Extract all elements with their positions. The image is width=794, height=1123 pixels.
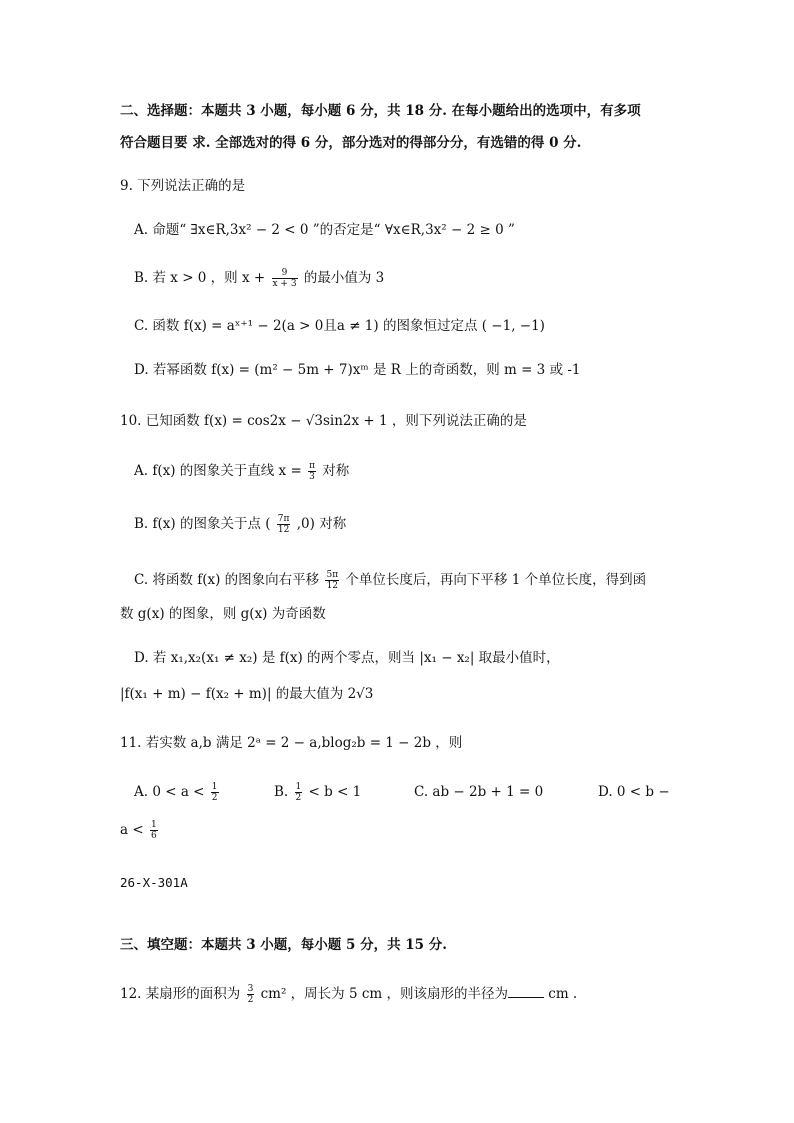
- q11-a-numerator: 1: [211, 782, 218, 792]
- q11-option-d-line1: D. 0 < b −: [598, 784, 670, 800]
- q11-option-b-fraction: [295, 782, 303, 803]
- q12-post: cm .: [548, 986, 578, 1002]
- q10-option-b-pre: B. f(x) 的图象关于点 (: [134, 516, 271, 532]
- q11-option-a-fraction: [211, 782, 219, 803]
- q12-denominator: 2: [247, 995, 254, 1005]
- q11-option-d-pre: a <: [120, 822, 144, 838]
- q9-option-b-pre: B. 若 x > 0 ，则 x +: [134, 270, 266, 286]
- section3-header: 三、填空题：本题共 3 小题，每小题 5 分，共 15 分.: [120, 937, 447, 953]
- document-code: 26-X-301A: [120, 875, 188, 890]
- q10-option-a-pre: A. f(x) 的图象关于直线 x =: [134, 463, 302, 479]
- q11-d-numerator: 1: [150, 820, 157, 830]
- q12-pre: 12. 某扇形的面积为: [120, 986, 241, 1002]
- q9-option-b-post: 的最小值为 3: [303, 270, 385, 286]
- section2-header-line2: 符合题目要 求. 全部选对的得 6 分，部分选对的得部分分，有选错的得 0 分.: [120, 135, 582, 151]
- q11-option-d-line2: [120, 820, 160, 841]
- q9-option-d: D. 若幂函数 f(x) = (m² − 5m + 7)xᵐ 是 R 上的奇函数，则 m = 3 或 -1: [134, 362, 581, 378]
- q10-option-a-post: 对称: [322, 463, 350, 479]
- q12-stem: [120, 983, 577, 1005]
- q10-b-numerator: 7π: [277, 514, 290, 524]
- q12-fraction: [247, 984, 255, 1005]
- q10-option-a: [134, 461, 349, 482]
- q9-option-c: C. 函数 f(x) = aˣ⁺¹ − 2(a > 0且a ≠ 1) 的图象恒过定点 ( −1, −1): [134, 318, 545, 334]
- q11-option-d-fraction: [150, 820, 158, 841]
- q10-stem: 10. 已知函数 f(x) = cos2x − √3sin2x + 1 ，则下列说法正确的是: [120, 413, 527, 429]
- q10-c-numerator: 5π: [326, 570, 339, 580]
- q9-b-denominator: x + 3: [272, 279, 297, 289]
- q10-option-c-pre: C. 将函数 f(x) 的图象向右平移: [134, 572, 320, 588]
- q10-c-denominator: 12: [326, 581, 339, 591]
- q10-a-denominator: 3: [309, 472, 315, 482]
- section2-header-line1: 二、选择题：本题共 3 小题，每小题 6 分，共 18 分. 在每小题给出的选项中，有多项: [120, 103, 641, 119]
- q11-stem: 11. 若实数 a,b 满足 2ᵃ = 2 − a,blog₂b = 1 − 2b ，则: [120, 735, 463, 751]
- q12-answer-blank[interactable]: [508, 983, 544, 998]
- q10-option-c-line2: 数 g(x) 的图象，则 g(x) 为奇函数: [120, 606, 326, 622]
- q12-mid: cm² ，周长为 5 cm ，则该扇形的半径为: [260, 986, 508, 1002]
- q10-option-b-post: ,0) 对称: [296, 516, 347, 532]
- q10-option-c-fraction: [325, 570, 339, 591]
- q10-a-numerator: π: [309, 461, 315, 471]
- q11-option-a: [134, 782, 221, 803]
- q10-option-d-line2: |f(x₁ + m) − f(x₂ + m)| 的最大值为 2√3: [120, 686, 374, 702]
- q9-b-numerator: 9: [272, 268, 298, 279]
- q10-option-b-fraction: [277, 514, 291, 535]
- q11-option-b-post: < b < 1: [308, 784, 362, 800]
- q9-option-b-fraction: [272, 268, 298, 289]
- q10-option-c-post: 个单位长度后，再向下平移 1 个单位长度，得到函: [345, 572, 647, 588]
- q10-option-d-line1: D. 若 x₁,x₂(x₁ ≠ x₂) 是 f(x) 的两个零点，则当 |x₁ − x₂| 取最小值时，: [134, 650, 560, 666]
- q10-option-c: [134, 570, 646, 591]
- q11-option-c: C. ab − 2b + 1 = 0: [414, 784, 544, 800]
- q11-a-denominator: 2: [211, 793, 218, 803]
- q11-option-b: [274, 782, 361, 803]
- q9-stem: 9. 下列说法正确的是: [120, 178, 246, 194]
- q11-d-denominator: 6: [150, 831, 157, 841]
- q12-numerator: 3: [247, 984, 254, 994]
- q11-option-b-pre: B.: [274, 784, 289, 800]
- q10-option-b: [134, 514, 346, 535]
- q11-b-numerator: 1: [295, 782, 302, 792]
- q11-b-denominator: 2: [295, 793, 302, 803]
- q10-b-denominator: 12: [277, 525, 290, 535]
- q10-option-a-fraction: [308, 461, 316, 482]
- q9-option-a: A. 命题“ ∃x∈R,3x² − 2 < 0 ”的否定是“ ∀x∈R,3x² − 2 ≥ 0 ”: [134, 222, 515, 238]
- q9-option-b: [134, 268, 384, 289]
- q11-option-a-pre: A. 0 < a <: [134, 784, 205, 800]
